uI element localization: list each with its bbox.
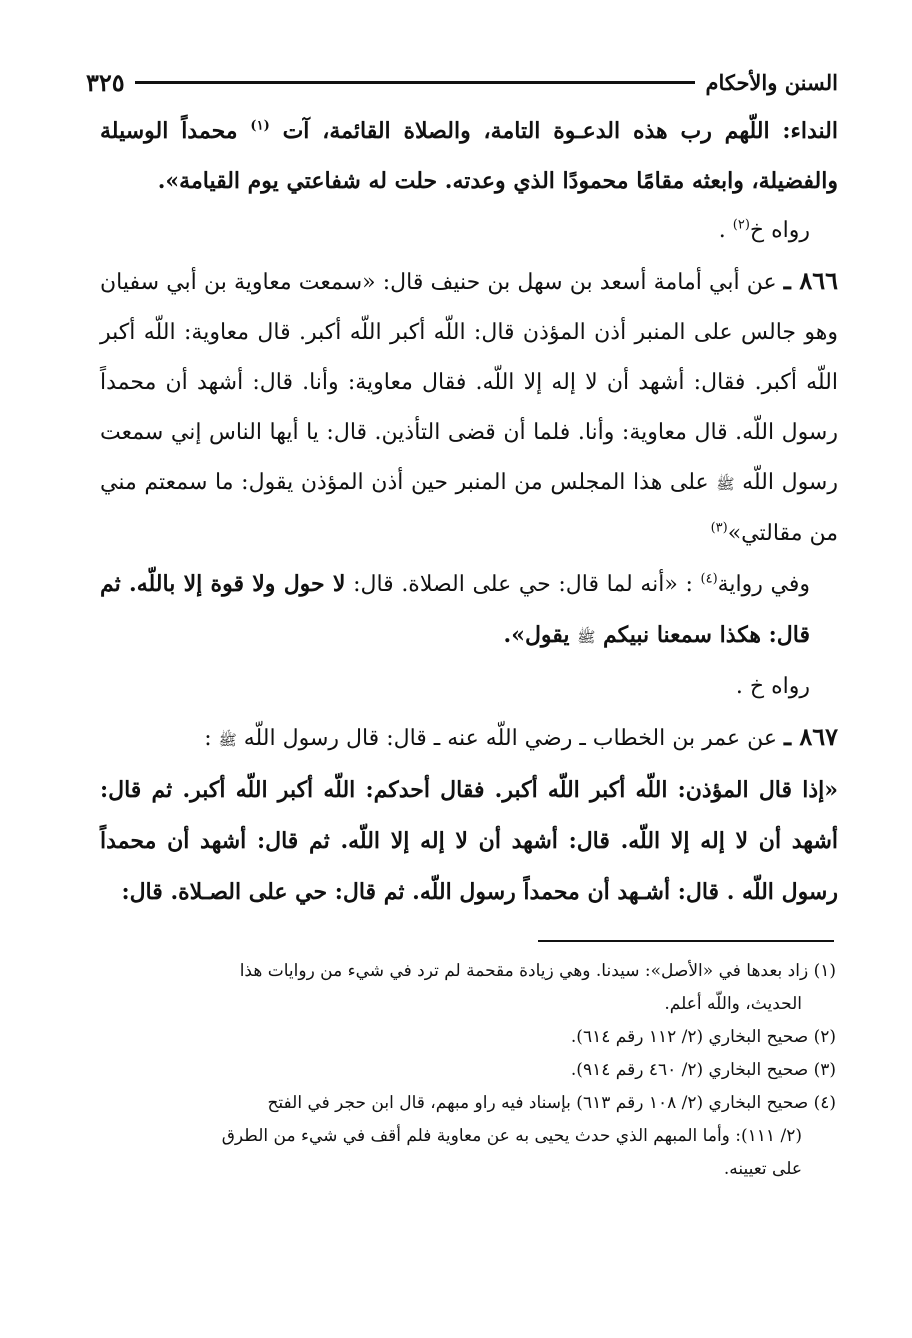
honorific-glyph: ﷺ xyxy=(716,475,735,493)
book-title: السنن والأحكام xyxy=(705,69,838,95)
narration-intro: وفي رواية xyxy=(717,572,811,597)
page-number: ٣٢٥ xyxy=(86,67,125,97)
footnote-ref-4: (٤) xyxy=(700,571,718,587)
continuation-text: النداء: اللّهم رب هذه الدعـوة التامة، والصلاة القائمة، آت xyxy=(282,118,838,144)
footnote-4-cont-2: على تعيينه. xyxy=(723,1159,802,1179)
hadith-text-end: : xyxy=(204,726,219,751)
honorific-glyph: ﷺ xyxy=(577,628,596,646)
footnote-4-cont: (٢/ ١١١): وأما المبهم الذي حدث يحيى به عن معاوية فلم أقف في شيء من الطرق xyxy=(221,1126,802,1146)
hadith-number: ٨٦٧ ـ xyxy=(783,722,838,751)
footnote-ref-3: (٣) xyxy=(710,520,728,536)
narration-text-end: يقول». xyxy=(503,622,578,648)
narration-text: : «أنه لما قال: حي على الصلاة. قال: xyxy=(345,572,701,597)
footnote-1-cont: الحديث، واللّه أعلم. xyxy=(664,994,802,1014)
source-note xyxy=(100,206,838,256)
footnote-1: (١) زاد بعدها في «الأصل»: سيدنا. وهي زيادة مقحمة لم ترد في شيء من روايات هذا xyxy=(239,961,836,981)
footnote-ref-2: (٢) xyxy=(732,217,750,233)
source-label: رواه خ xyxy=(749,218,810,243)
footnote-2: (٢) صحيح البخاري (٢/ ١١٢ رقم ٦١٤). xyxy=(570,1027,836,1047)
footnote-separator xyxy=(538,940,834,942)
footnote-4: (٤) صحيح البخاري (٢/ ١٠٨ رقم ٦١٣) بإسناد فيه راو مبهم، قال ابن حجر في الفتح xyxy=(267,1093,836,1113)
hadith-867 xyxy=(100,712,838,918)
hadith-text: عن عمر بن الخطاب ـ رضي اللّه عنه ـ قال: قال رسول اللّه xyxy=(236,726,784,751)
source-end: . xyxy=(718,218,733,243)
hadith-continuation xyxy=(100,106,838,206)
continuation-text-end: محمداً الوسيلة والفضيلة، وابعثه مقامًا محمودًا الذي وعدته. حلت له شفاعتي يوم القيامة». xyxy=(100,118,838,194)
hadith-number: ٨٦٦ ـ xyxy=(783,266,839,295)
footnote-3: (٣) صحيح البخاري (٢/ ٤٦٠ رقم ٩١٤). xyxy=(570,1060,836,1080)
main-text xyxy=(100,106,838,918)
source-note: رواه خ . xyxy=(735,674,810,699)
alternate-narration xyxy=(100,559,838,662)
hadith-866 xyxy=(100,256,838,559)
hadith-text: عن أبي أمامة أسعد بن سهل بن حنيف قال: «سمعت معاوية بن أبي سفيان وهو جالس على المنبر أذن المؤذن قال: اللّه أكبر اللّه أكبر. قال معاوية: اللّه أكبر اللّه أكبر. فقال: أشهد أن لا إله إلا اللّه. فقال معاوية: وأنا. قال: أشهد أن محمداً رسول اللّه. قال معاوية: وأنا. فلما أن قضى التأذين. قال: يا أيها الناس إني سمعت رسول اللّه xyxy=(100,270,838,495)
header-rule xyxy=(135,81,696,84)
narration-text-2: . ثم قال: هكذا سمعنا نبيكم xyxy=(100,571,810,648)
hadith-text-end: على هذا المجلس من المنبر حين أذن المؤذن يقول: ما سمعتم مني من مقالتي» xyxy=(100,470,838,546)
honorific-glyph: ﷺ xyxy=(218,731,237,749)
footnotes xyxy=(104,955,836,1186)
bold-quote: «إذا قال المؤذن: اللّه أكبر اللّه أكبر. فقال أحدكم: اللّه أكبر اللّه أكبر. ثم قال: أشهد أن لا إله إلا اللّه. قال: أشهد أن لا إله إلا اللّه. ثم قال: أشهد أن محمداً رسول اللّه . قال: أشـهد أن محمداً رسول اللّه. ثم قال: حي على الصـلاة. قال: xyxy=(100,777,838,905)
bold-phrase: لا حول ولا قوة إلا باللّه xyxy=(136,571,346,597)
running-header xyxy=(86,62,838,102)
footnote-ref-1: (١) xyxy=(250,118,270,134)
